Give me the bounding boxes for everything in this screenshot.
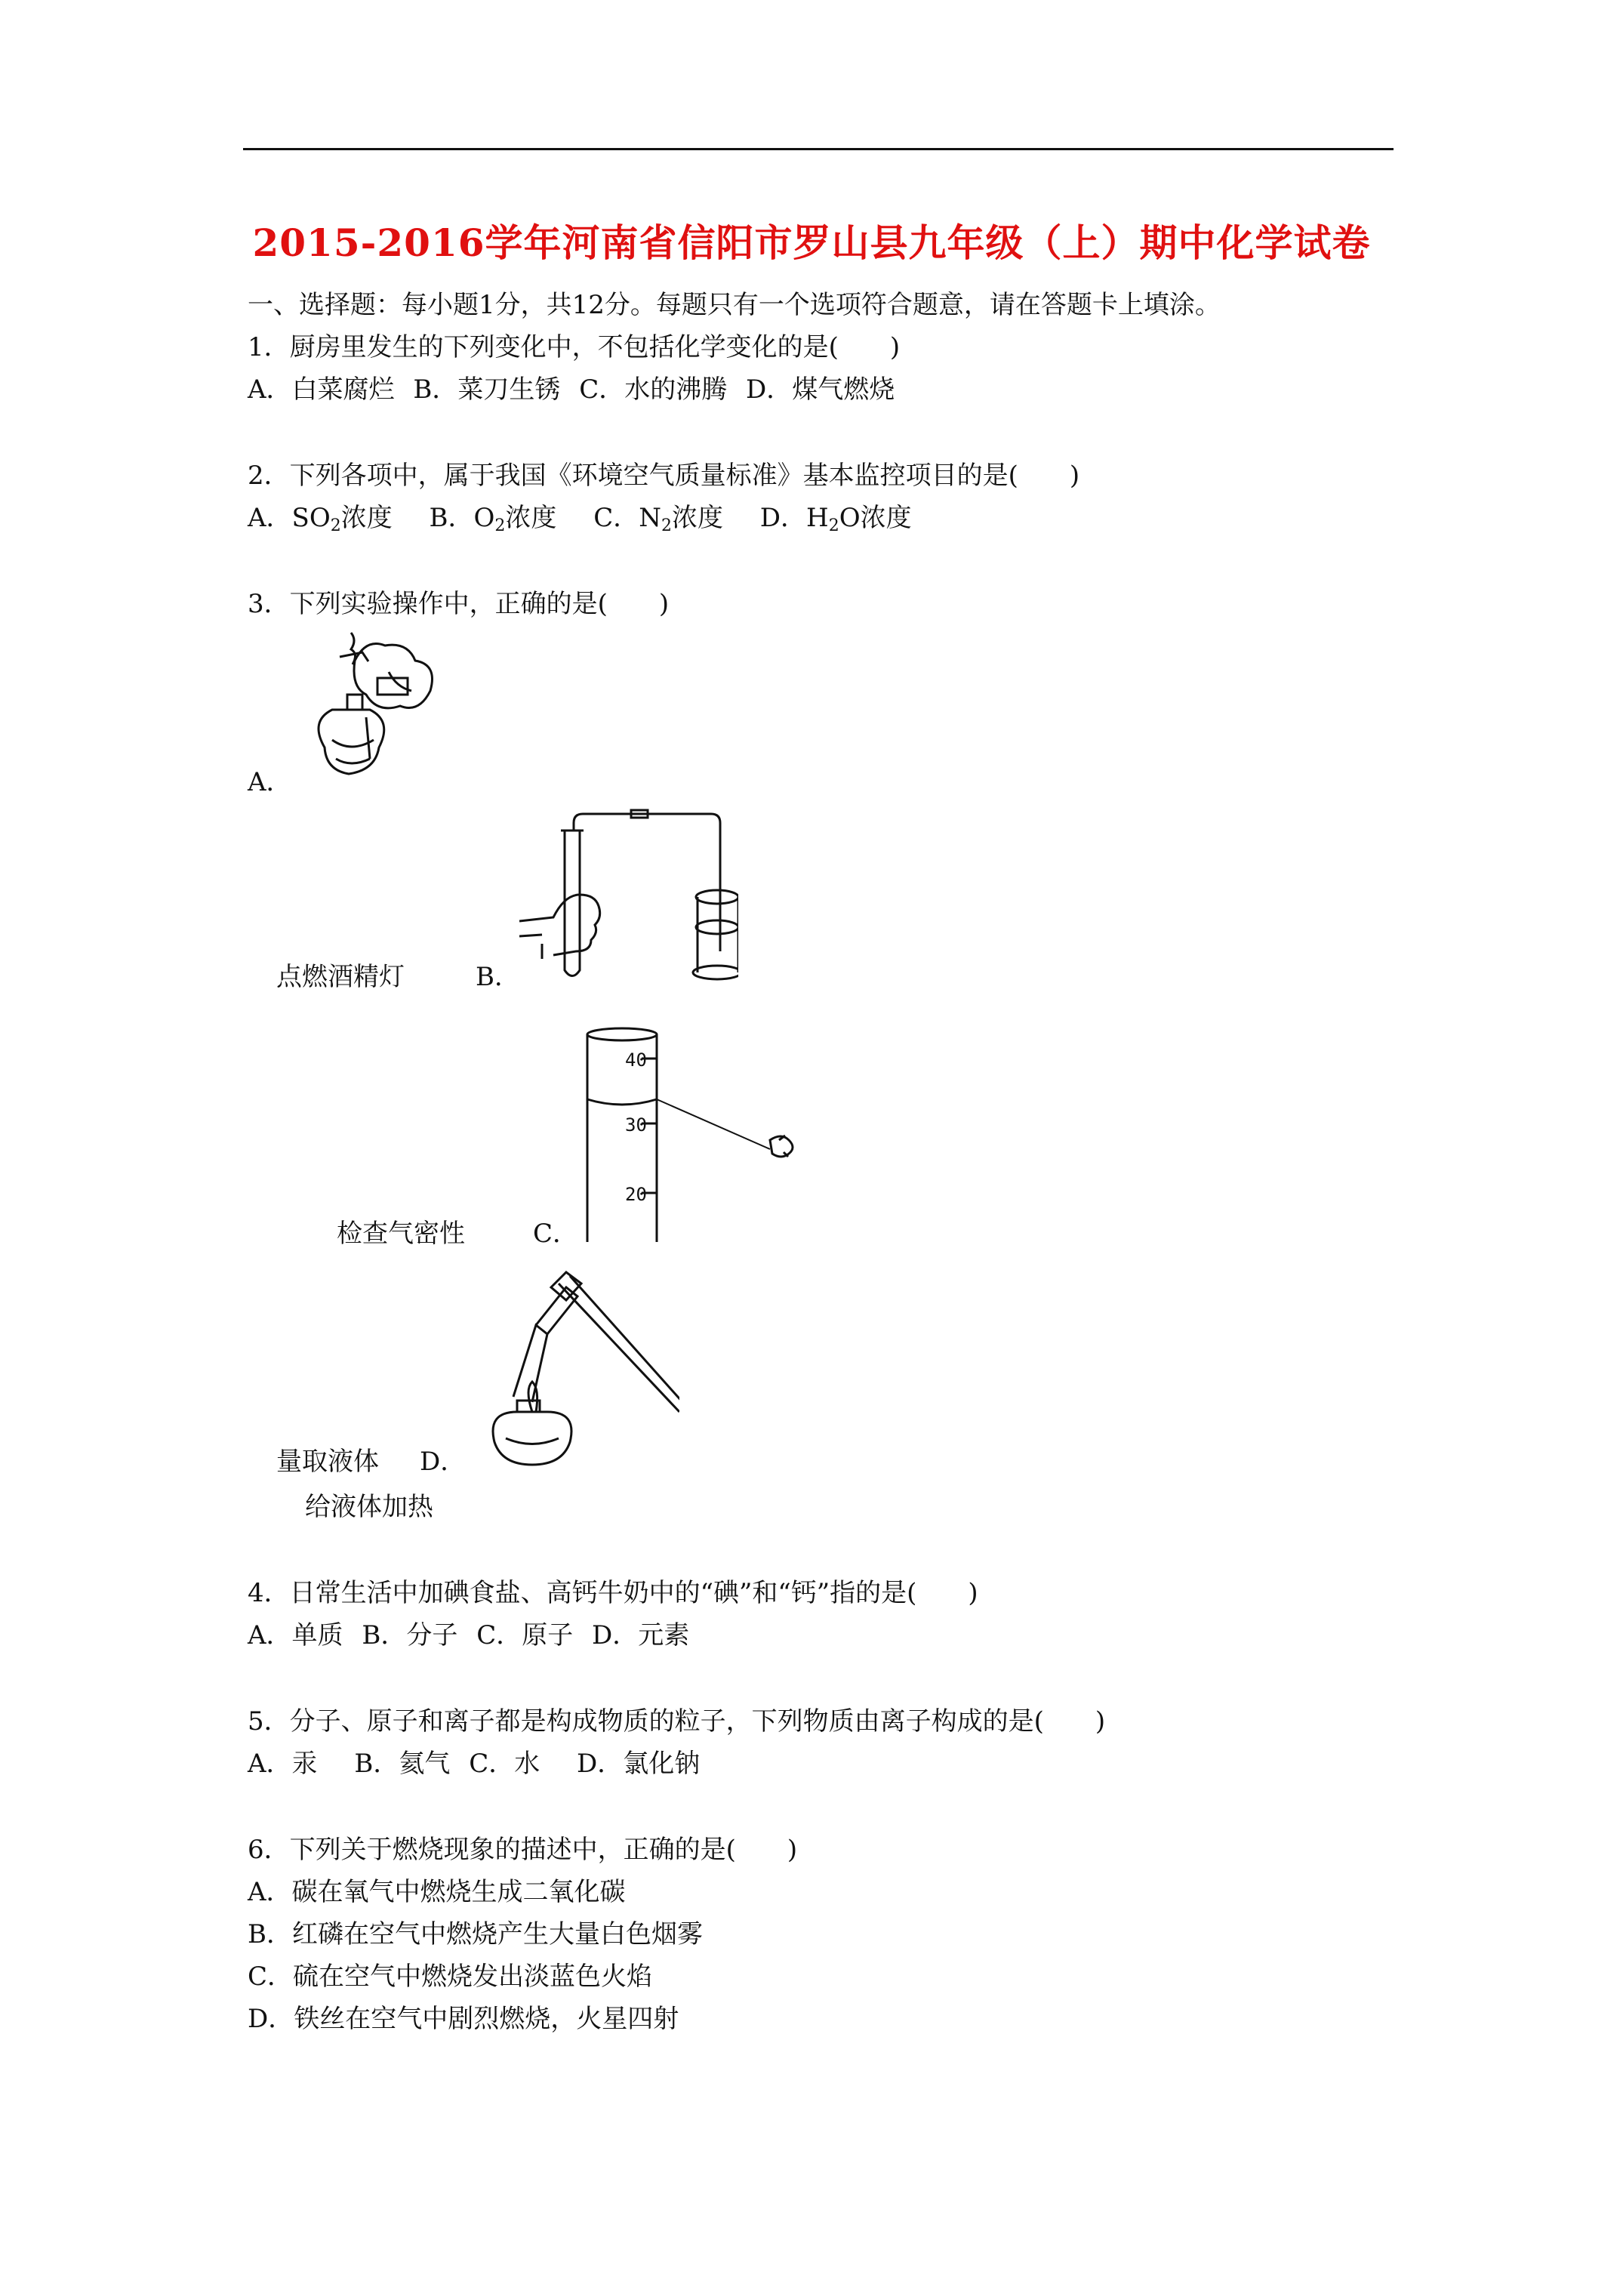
question-1-stem: 1．厨房里发生的下列变化中，不包括化学变化的是( )	[248, 332, 901, 362]
option-a[interactable]: A．单质	[248, 1620, 343, 1650]
option-b-caption: 检查气密性	[337, 1219, 465, 1249]
exam-title: 2015-2016学年河南省信阳市罗山县九年级（上）期中化学试卷	[252, 220, 1371, 265]
question-1-options	[248, 374, 905, 405]
svg-text:40: 40	[625, 1049, 647, 1071]
option-a-caption: 点燃酒精灯	[276, 962, 405, 992]
option-a-label[interactable]: A．	[248, 767, 292, 797]
option-d[interactable]: D．煤气燃烧	[746, 374, 895, 405]
option-d[interactable]: D．元素	[592, 1620, 690, 1650]
question-6-stem: 6．下列关于燃烧现象的描述中，正确的是( )	[248, 1835, 798, 1865]
option-c[interactable]: C．$N_2$浓度	[593, 503, 723, 535]
option-d[interactable]: D．$H_2O$浓度	[759, 503, 912, 535]
question-4-options	[248, 1620, 700, 1650]
option-b[interactable]: B．$O_2$浓度	[429, 503, 557, 535]
question-5-stem: 5．分子、原子和离子都是构成物质的粒子，下列物质由离子构成的是( )	[248, 1706, 1106, 1737]
svg-text:30: 30	[625, 1114, 647, 1136]
figure-b-airtightness	[519, 808, 738, 989]
question-2-stem: 2．下列各项中，属于我国《环境空气质量标准》基本监控项目的是( )	[248, 461, 1080, 491]
svg-text:20: 20	[625, 1184, 647, 1205]
option-b-label[interactable]: B．	[476, 962, 520, 992]
question-5-options	[248, 1749, 710, 1779]
option-b[interactable]: B．菜刀生锈	[413, 374, 561, 405]
option-d-caption: 给液体加热	[305, 1492, 433, 1522]
figure-a-alcohol-lamps	[310, 627, 453, 793]
question-3-stem: 3．下列实验操作中，正确的是( )	[248, 589, 670, 619]
option-c-label[interactable]: C．	[533, 1219, 579, 1249]
option-c[interactable]: C．水的沸腾	[579, 374, 728, 405]
option-c[interactable]: C．水	[469, 1749, 540, 1779]
option-c-caption: 量取液体	[276, 1447, 379, 1477]
option-d[interactable]: D．氯化钠	[577, 1749, 701, 1779]
option-c[interactable]: C．原子	[476, 1620, 574, 1650]
option-a[interactable]: A．$SO_2$浓度	[248, 503, 393, 535]
option-a[interactable]: A．汞	[248, 1749, 318, 1779]
option-b[interactable]: B．分子	[362, 1620, 458, 1650]
question-2-options	[248, 503, 941, 541]
option-b[interactable]: B．氦气	[354, 1749, 451, 1779]
figure-c-graduated-cylinder	[581, 1027, 823, 1246]
question-4-stem: 4．日常生活中加碘食盐、高钙牛奶中的“碘”和“钙”指的是( )	[248, 1578, 978, 1608]
figure-d-heating-liquid	[453, 1268, 679, 1480]
header-rule	[243, 148, 1394, 150]
option-a[interactable]: A．白菜腐烂	[248, 374, 395, 405]
option-d-label[interactable]: D．	[420, 1447, 467, 1477]
section-instructions: 一、选择题：每小题1分，共12分。每题只有一个选项符合题意，请在答题卡上填涂。	[248, 290, 1221, 320]
option-b[interactable]: B．红磷在空气中燃烧产生大量白色烟雾	[248, 1919, 703, 1949]
option-a[interactable]: A．碳在氧气中燃烧生成二氧化碳	[248, 1877, 626, 1907]
option-c[interactable]: C．硫在空气中燃烧发出淡蓝色火焰	[248, 1962, 653, 1992]
option-d[interactable]: D．铁丝在空气中剧烈燃烧，火星四射	[248, 2004, 679, 2034]
